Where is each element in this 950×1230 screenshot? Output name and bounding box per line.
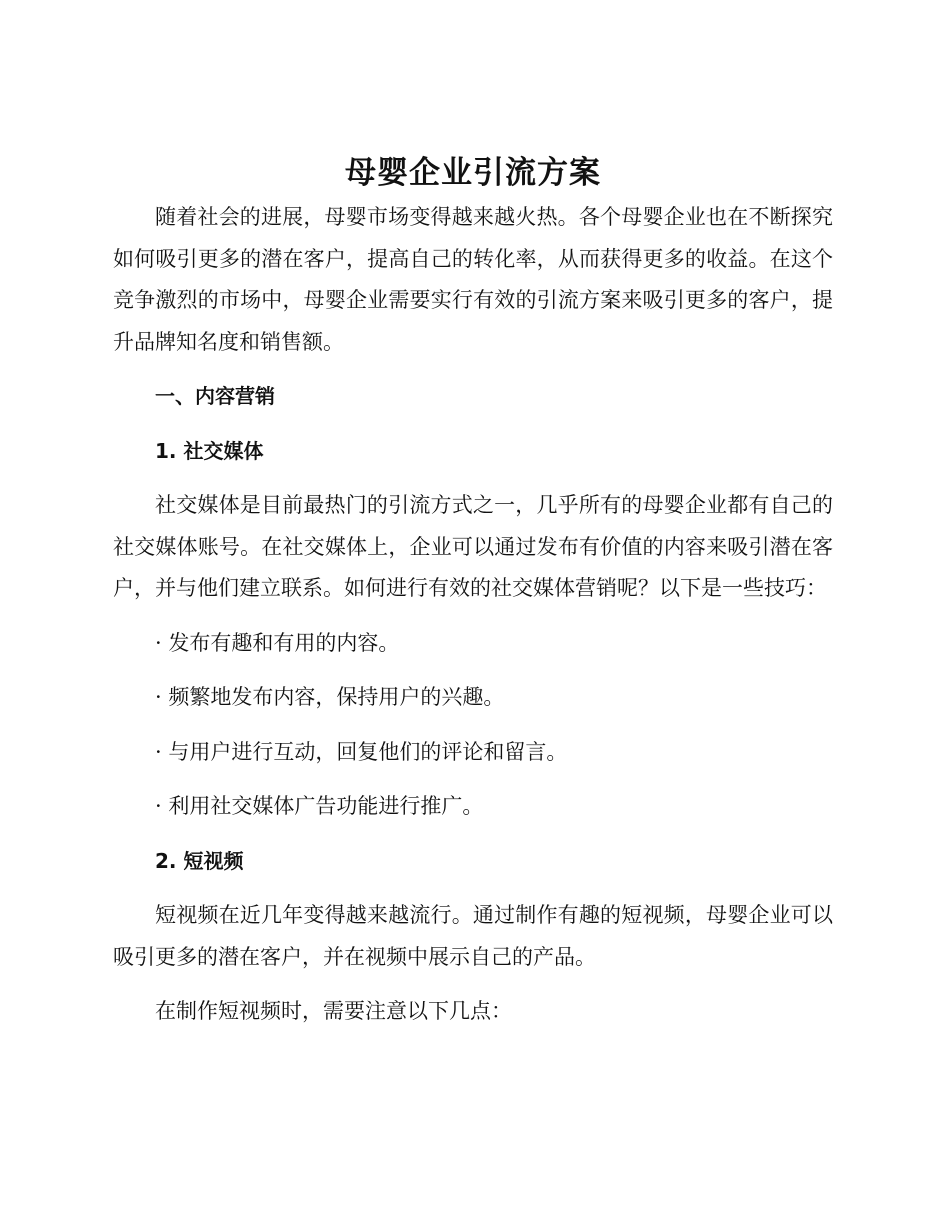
subsection-heading-short-video: 2. 短视频 [155,848,244,873]
list-item: · 发布有趣和有用的内容。 [155,630,400,655]
short-video-paragraph: 短视频在近几年变得越来越流行。通过制作有趣的短视频，母婴企业可以吸引更多的潜在客户，并在视频中展示自己的产品。 [113,903,833,969]
document-page [113,150,833,1033]
section-heading-content-marketing: 一、内容营销 [155,384,275,408]
short-video-note: 在制作短视频时，需要注意以下几点： [155,999,512,1023]
document-title: 母婴企业引流方案 [345,155,601,191]
intro-paragraph: 随着社会的进展，母婴市场变得越来越火热。各个母婴企业也在不断探究如何吸引更多的潜在客户，提高自己的转化率，从而获得更多的收益。在这个竞争激烈的市场中，母婴企业需要实行有效的引流方案来吸引更多的客户，提升品牌知名度和销售额。 [113,205,833,354]
list-item: · 利用社交媒体广告功能进行推广。 [155,794,484,818]
list-item: · 与用户进行互动，回复他们的评论和留言。 [155,739,568,764]
social-media-paragraph: 社交媒体是目前最热门的引流方式之一，几乎所有的母婴企业都有自己的社交媒体账号。在社交媒体上，企业可以通过发布有价值的内容来吸引潜在客户，并与他们建立联系。如何进行有效的社交媒体营销呢？以下是一些技巧： [113,493,833,600]
subsection-heading-social-media: 1. 社交媒体 [155,438,264,463]
list-item: · 频繁地发布内容，保持用户的兴趣。 [155,685,505,709]
